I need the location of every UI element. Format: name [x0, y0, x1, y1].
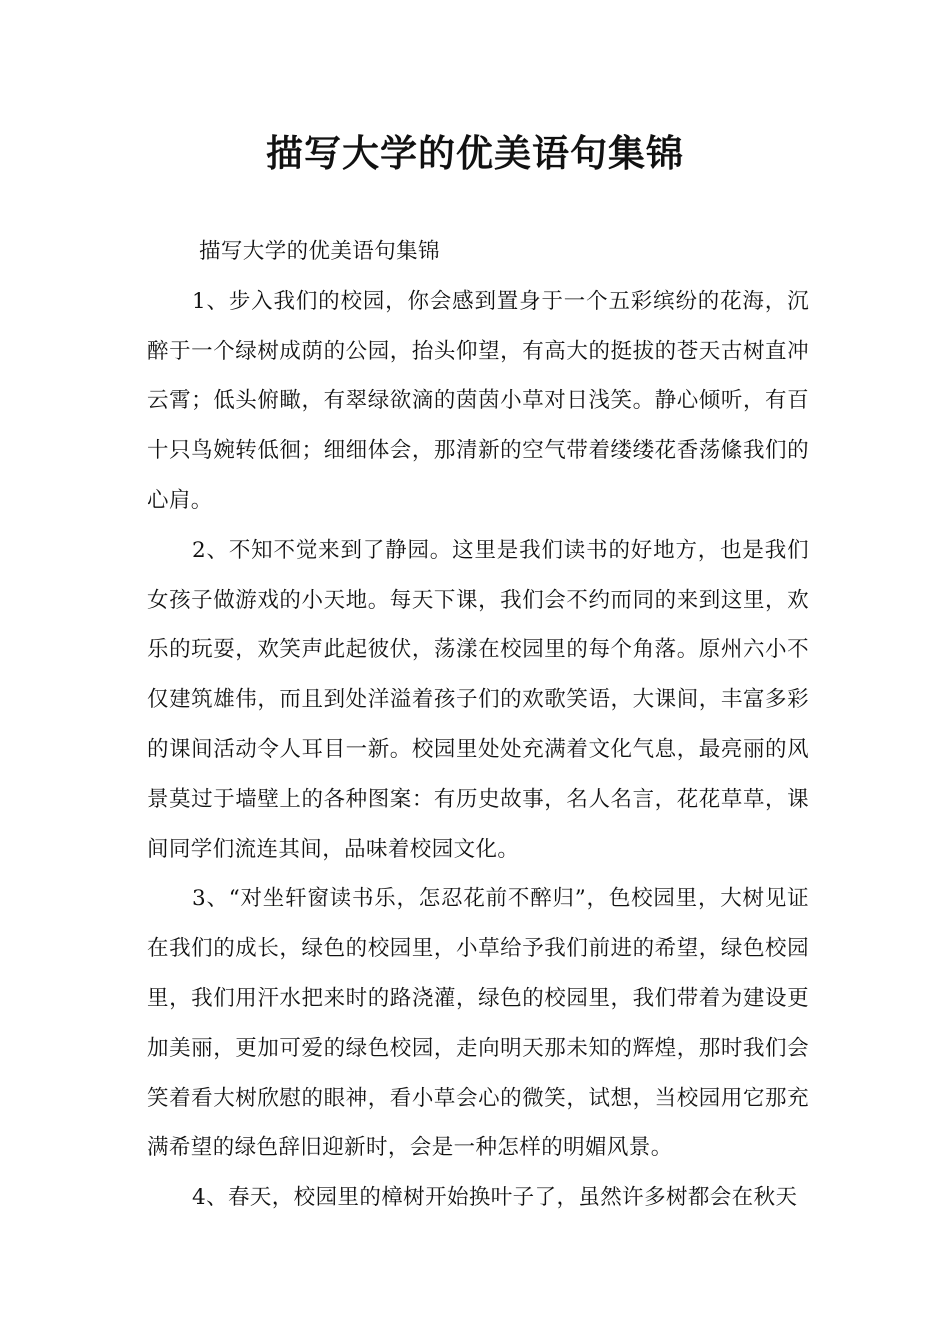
document-subtitle: 描写大学的优美语句集锦 [199, 239, 440, 264]
document-body [147, 227, 809, 1223]
paragraph-2: 2、不知不觉来到了静园。这里是我们读书的好地方，也是我们女孩子做游戏的小天地。每天下课，我们会不约而同的来到这里，欢乐的玩耍，欢笑声此起彼伏，荡漾在校园里的每个角落。原州六小不仅建筑雄伟，而且到处洋溢着孩子们的欢歌笑语，大课间，丰富多彩的课间活动令人耳目一新。校园里处处充满着文化气息，最亮丽的风景莫过于墙壁上的各种图案：有历史故事，名人名言，花花草草，课间同学们流连其间，品味着校园文化。 [147, 537, 809, 862]
paragraph-4: 4、春天，校园里的樟树开始换叶子了，虽然许多树都会在秋天 [192, 1185, 798, 1211]
paragraph-1: 1、步入我们的校园，你会感到置身于一个五彩缤纷的花海，沉醉于一个绿树成荫的公园，抬头仰望，有高大的挺拔的苍天古树直冲云霄；低头俯瞰，有翠绿欲滴的茵茵小草对日浅笑。静心倾听，有百十只鸟婉转低徊；细细体会，那清新的空气带着缕缕花香荡絛我们的心肩。 [147, 288, 809, 513]
document-title: 描写大学的优美语句集锦 [266, 132, 684, 175]
paragraph-3: 3、“对坐轩窗读书乐，怎忍花前不醉归”，色校园里，大树见证在我们的成长，绿色的校园里，小草给予我们前进的希望，绿色校园里，我们用汗水把来时的路浇灌，绿色的校园里，我们带着为建设更加美丽，更加可爱的绿色校园，走向明天那未知的辉煌，那时我们会笑着看大树欣慰的眼神，看小草会心的微笑，试想，当校园用它那充满希望的绿色辞旧迎新时，会是一种怎样的明媚风景。 [147, 886, 809, 1161]
